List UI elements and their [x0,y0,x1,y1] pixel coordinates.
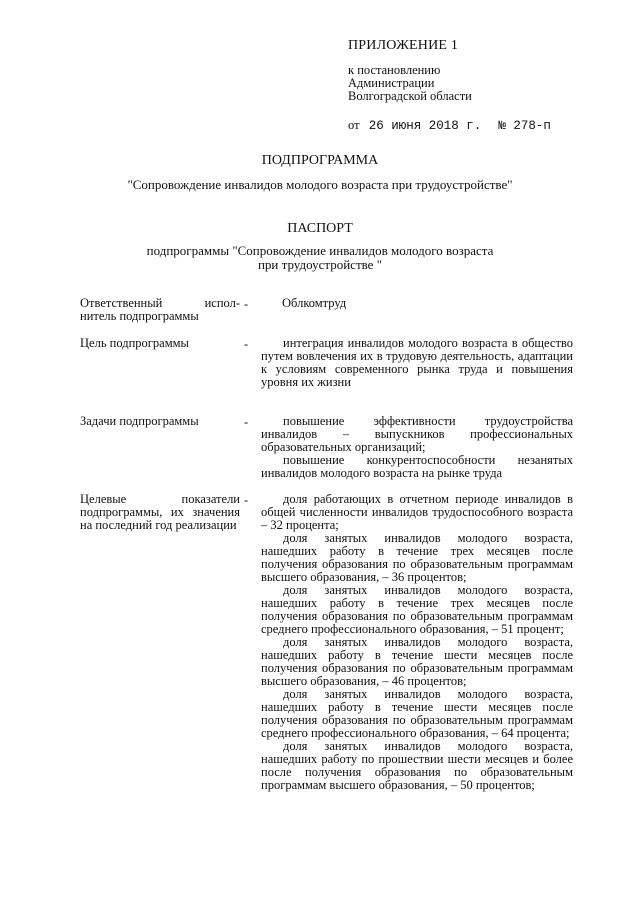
date-value: 26 июня 2018 г. [368,119,482,133]
responsible-label-line-2: нитель подпрограммы [80,309,199,323]
goal-dash: - [244,337,249,351]
indicators-label: Целевые показатели подпрограммы, их значения на последний год реализации [80,492,240,532]
document-number: № 278-п [498,119,551,133]
responsible-label-line-1: Ответственный испол- [80,296,240,310]
passport-subtitle [0,244,640,272]
tasks-label: Задачи подпрограммы [80,414,199,428]
ref-line-1: к постановлению [348,63,441,77]
indicator-item: доля занятых инвалидов молодого возраста, нашедших работу в течение трех месяцев после получения образования по образовательным программам высшего образования, – 36 процентов; [261,531,573,584]
indicator-item: доля занятых инвалидов молодого возраста, нашедших работу в течение трех месяцев после получения образования по образовательным программам среднего профессионального образования, – 51 процент; [261,583,573,636]
passport-title: ПАСПОРТ [287,221,353,236]
indicator-item: доля работающих в отчетном периоде инвалидов в общей численности инвалидов трудоспособного возраста – 32 процента; [261,492,573,532]
date-prefix: от [348,118,360,132]
responsible-dash: - [244,297,249,311]
indicator-item: доля занятых инвалидов молодого возраста, нашедших работу в течение шести месяцев после получения образования по образовательным программам среднего профессионального образования, – 64 процента; [261,687,573,740]
goal-label: Цель подпрограммы [80,336,189,350]
subprogram-name: "Сопровождение инвалидов молодого возраста при трудоустройстве" [127,177,513,192]
ref-line-2: Администрации [348,76,435,90]
passport-subtitle-line-1: подпрограммы "Сопровождение инвалидов молодого возраста [146,243,494,258]
goal-value [261,337,573,389]
date-line [348,118,551,133]
appendix-heading: ПРИЛОЖЕНИЕ 1 [348,38,459,53]
indicators-dash: - [244,493,249,507]
passport-subtitle-line-2: при трудоустройстве " [257,257,383,272]
indicator-item: доля занятых инвалидов молодого возраста, нашедших работу по прошествии шести месяцев и более после получения образования по образовательным программам высшего образования, – 50 процентов; [261,739,573,792]
indicators-value [261,493,573,792]
task-item: повышение эффективности трудоустройства инвалидов – выпускников профессиональных образовательных организаций; [261,414,573,454]
responsible-value: Облкомтруд [282,296,347,310]
tasks-dash: - [244,415,249,429]
indicator-item: доля занятых инвалидов молодого возраста, нашедших работу в течение шести месяцев после получения образования по образовательным программам высшего образования, – 46 процентов; [261,635,573,688]
task-item: повышение конкурентоспособности незанятых инвалидов молодого возраста на рынке труда [261,453,573,480]
resolution-reference [348,64,472,103]
subprogram-title: ПОДПРОГРАММА [261,153,379,168]
tasks-value [261,415,573,480]
responsible-label [80,297,240,323]
goal-text: интеграция инвалидов молодого возраста в общество путем вовлечения их в трудовую деятельность, адаптации к условиям современного рынка труда и повышения уровня их жизни [261,336,573,389]
ref-line-3: Волгоградской области [348,89,472,103]
